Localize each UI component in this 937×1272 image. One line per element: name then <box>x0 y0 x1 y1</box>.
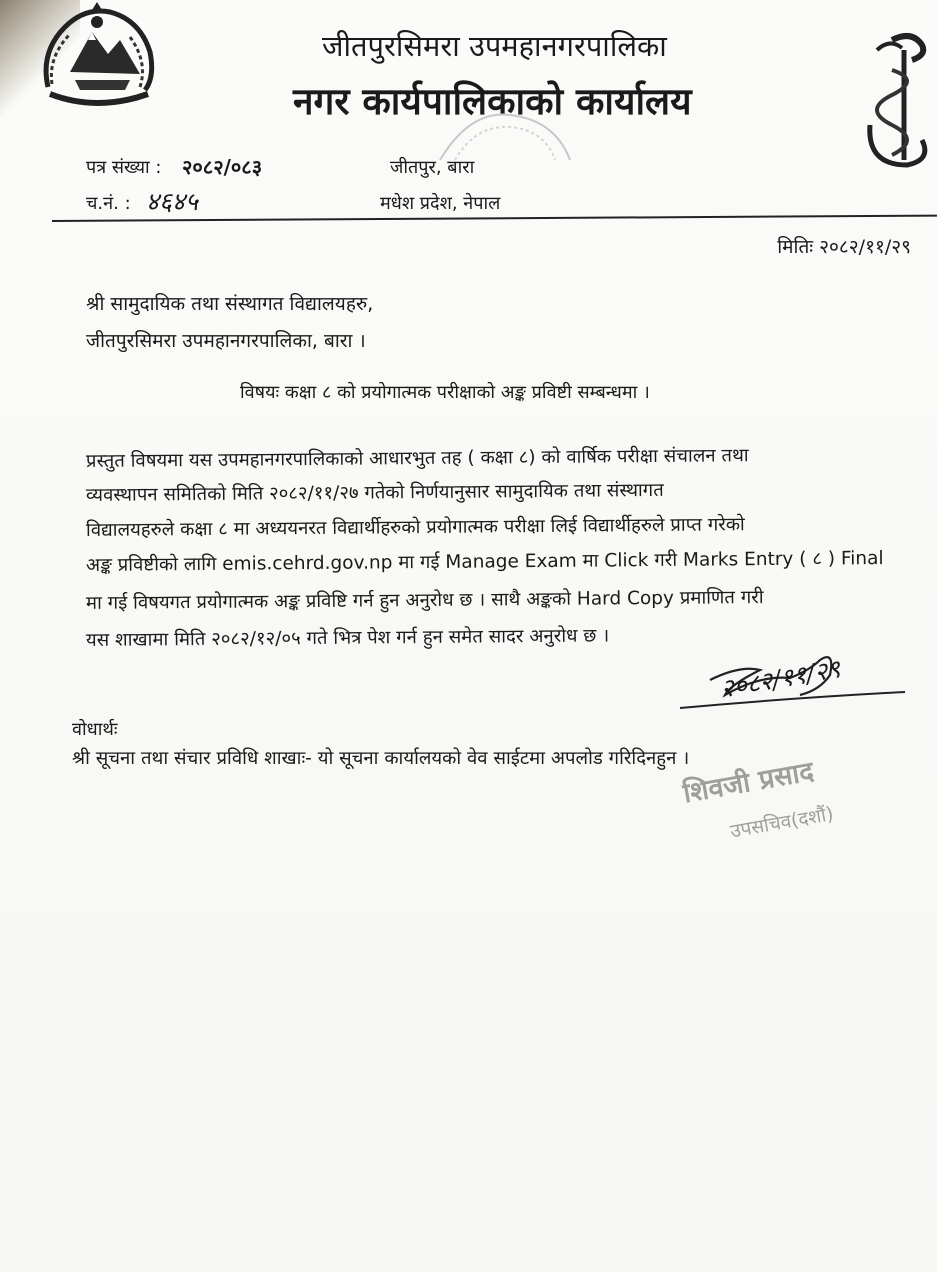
dispatch-no-label: च.नं. : <box>86 193 131 214</box>
body-line-6: यस शाखामा मिति २०८२/१२/०५ गते भित्र पेश गर्न हुन समेत सादर अनुरोध छ । <box>85 625 610 651</box>
body-line-2: व्यवस्थापन समितिको मिति २०८२/११/२७ गतेको निर्णयानुसार सामुदायिक तथा संस्थागत <box>85 479 664 506</box>
body-line-5: मा गई विषयगत प्रयोगात्मक अङ्क प्रविष्टि गर्न हुन अनुरोध छ । साथै अङ्कको Hard Copy प्रमाणित गरी <box>85 587 764 614</box>
caduceus-logo-icon <box>862 30 932 170</box>
province-text: मधेश प्रदेश, नेपाल <box>380 193 501 214</box>
place-text: जीतपुर, बारा <box>390 157 475 178</box>
municipality-name: जीतपुरसिमरा उपमहानगरपालिका <box>322 29 667 63</box>
office-name: नगर कार्यपालिकाको कार्यालय <box>293 80 692 123</box>
addressee-line-1: श्री सामुदायिक तथा संस्थागत विद्यालयहरु, <box>86 293 374 315</box>
cc-line: श्री सूचना तथा संचार प्रविधि शाखाः- यो सूचना कार्यालयको वेव साईटमा अपलोड गरिदिनहुन । <box>72 748 690 769</box>
signature-scribble <box>670 640 910 750</box>
letter-no-value: २०८२/०८३ <box>182 155 263 179</box>
cc-label: वोधार्थः <box>72 719 118 740</box>
signatory-stamp-name: शिवजी प्रसाद <box>680 756 816 810</box>
signatory-stamp-title: उपसचिव(दशौं) <box>728 802 836 843</box>
nepal-emblem-icon <box>30 2 165 112</box>
body-line-4: अङ्क प्रविष्टीको लागि emis.cehrd.gov.np मा गई Manage Exam मा Click गरी Marks Entry ( ८ ) Final <box>85 548 884 576</box>
body-line-3: विद्यालयहरुले कक्षा ८ मा अध्ययनरत विद्यार्थीहरुको प्रयोगात्मक परीक्षा लिई विद्यार्थीहरुले प्राप्त गरेको <box>85 514 745 541</box>
body-line-1: प्रस्तुत विषयमा यस उपमहानगरपालिकाको आधारभुत तह ( कक्षा ८) को वार्षिक परीक्षा संचालन तथा <box>85 445 749 472</box>
letter-date: मितिः २०८२/११/२९ <box>777 236 911 258</box>
subject-line: विषयः कक्षा ८ को प्रयोगात्मक परीक्षाको अङ्क प्रविष्टी सम्बन्धमा । <box>240 382 650 403</box>
dispatch-no-value: ४६४५ <box>146 187 199 216</box>
addressee-line-2: जीतपुरसिमरा उपमहानगरपालिका, बारा । <box>86 330 366 352</box>
letter-no-label: पत्र संख्या : <box>86 157 162 178</box>
signature-date: २०८२/११/२९ <box>718 653 843 704</box>
